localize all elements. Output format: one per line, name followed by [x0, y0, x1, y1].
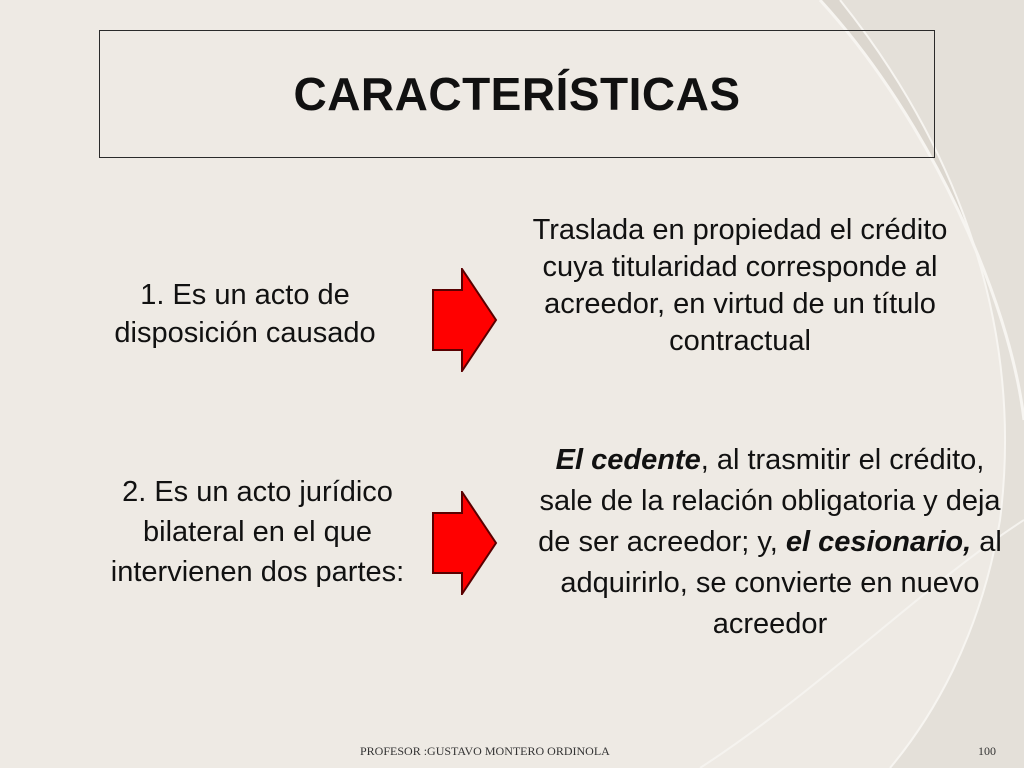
description-text-1: , al trasmitir el crédito, sale de la relación obligatoria y deja de ser acreedor; y, [538, 444, 1001, 558]
description-text-2: al adquirirlo, se convierte en nuevo acreedor [560, 526, 1002, 640]
title-box [99, 30, 935, 158]
right-arrow-icon [432, 491, 498, 595]
term-cesionario: el cesionario, [785, 526, 972, 558]
characteristic-2-description [535, 440, 1005, 645]
characteristic-1-description: Traslada en propiedad el crédito cuya titularidad corresponde al acreedor, en virtud de un título contractual [532, 214, 948, 357]
characteristic-1: 1. Es un acto de disposición causado [114, 279, 376, 349]
page-number: 100 [978, 744, 996, 758]
right-arrow-icon [432, 268, 498, 372]
characteristic-2: 2. Es un acto jurídico bilateral en el que intervienen dos partes: [110, 476, 405, 588]
footer-author: PROFESOR :GUSTAVO MONTERO ORDINOLA [360, 744, 610, 758]
slide-title: CARACTERÍSTICAS [293, 68, 741, 120]
term-cedente: El cedente [555, 444, 701, 476]
